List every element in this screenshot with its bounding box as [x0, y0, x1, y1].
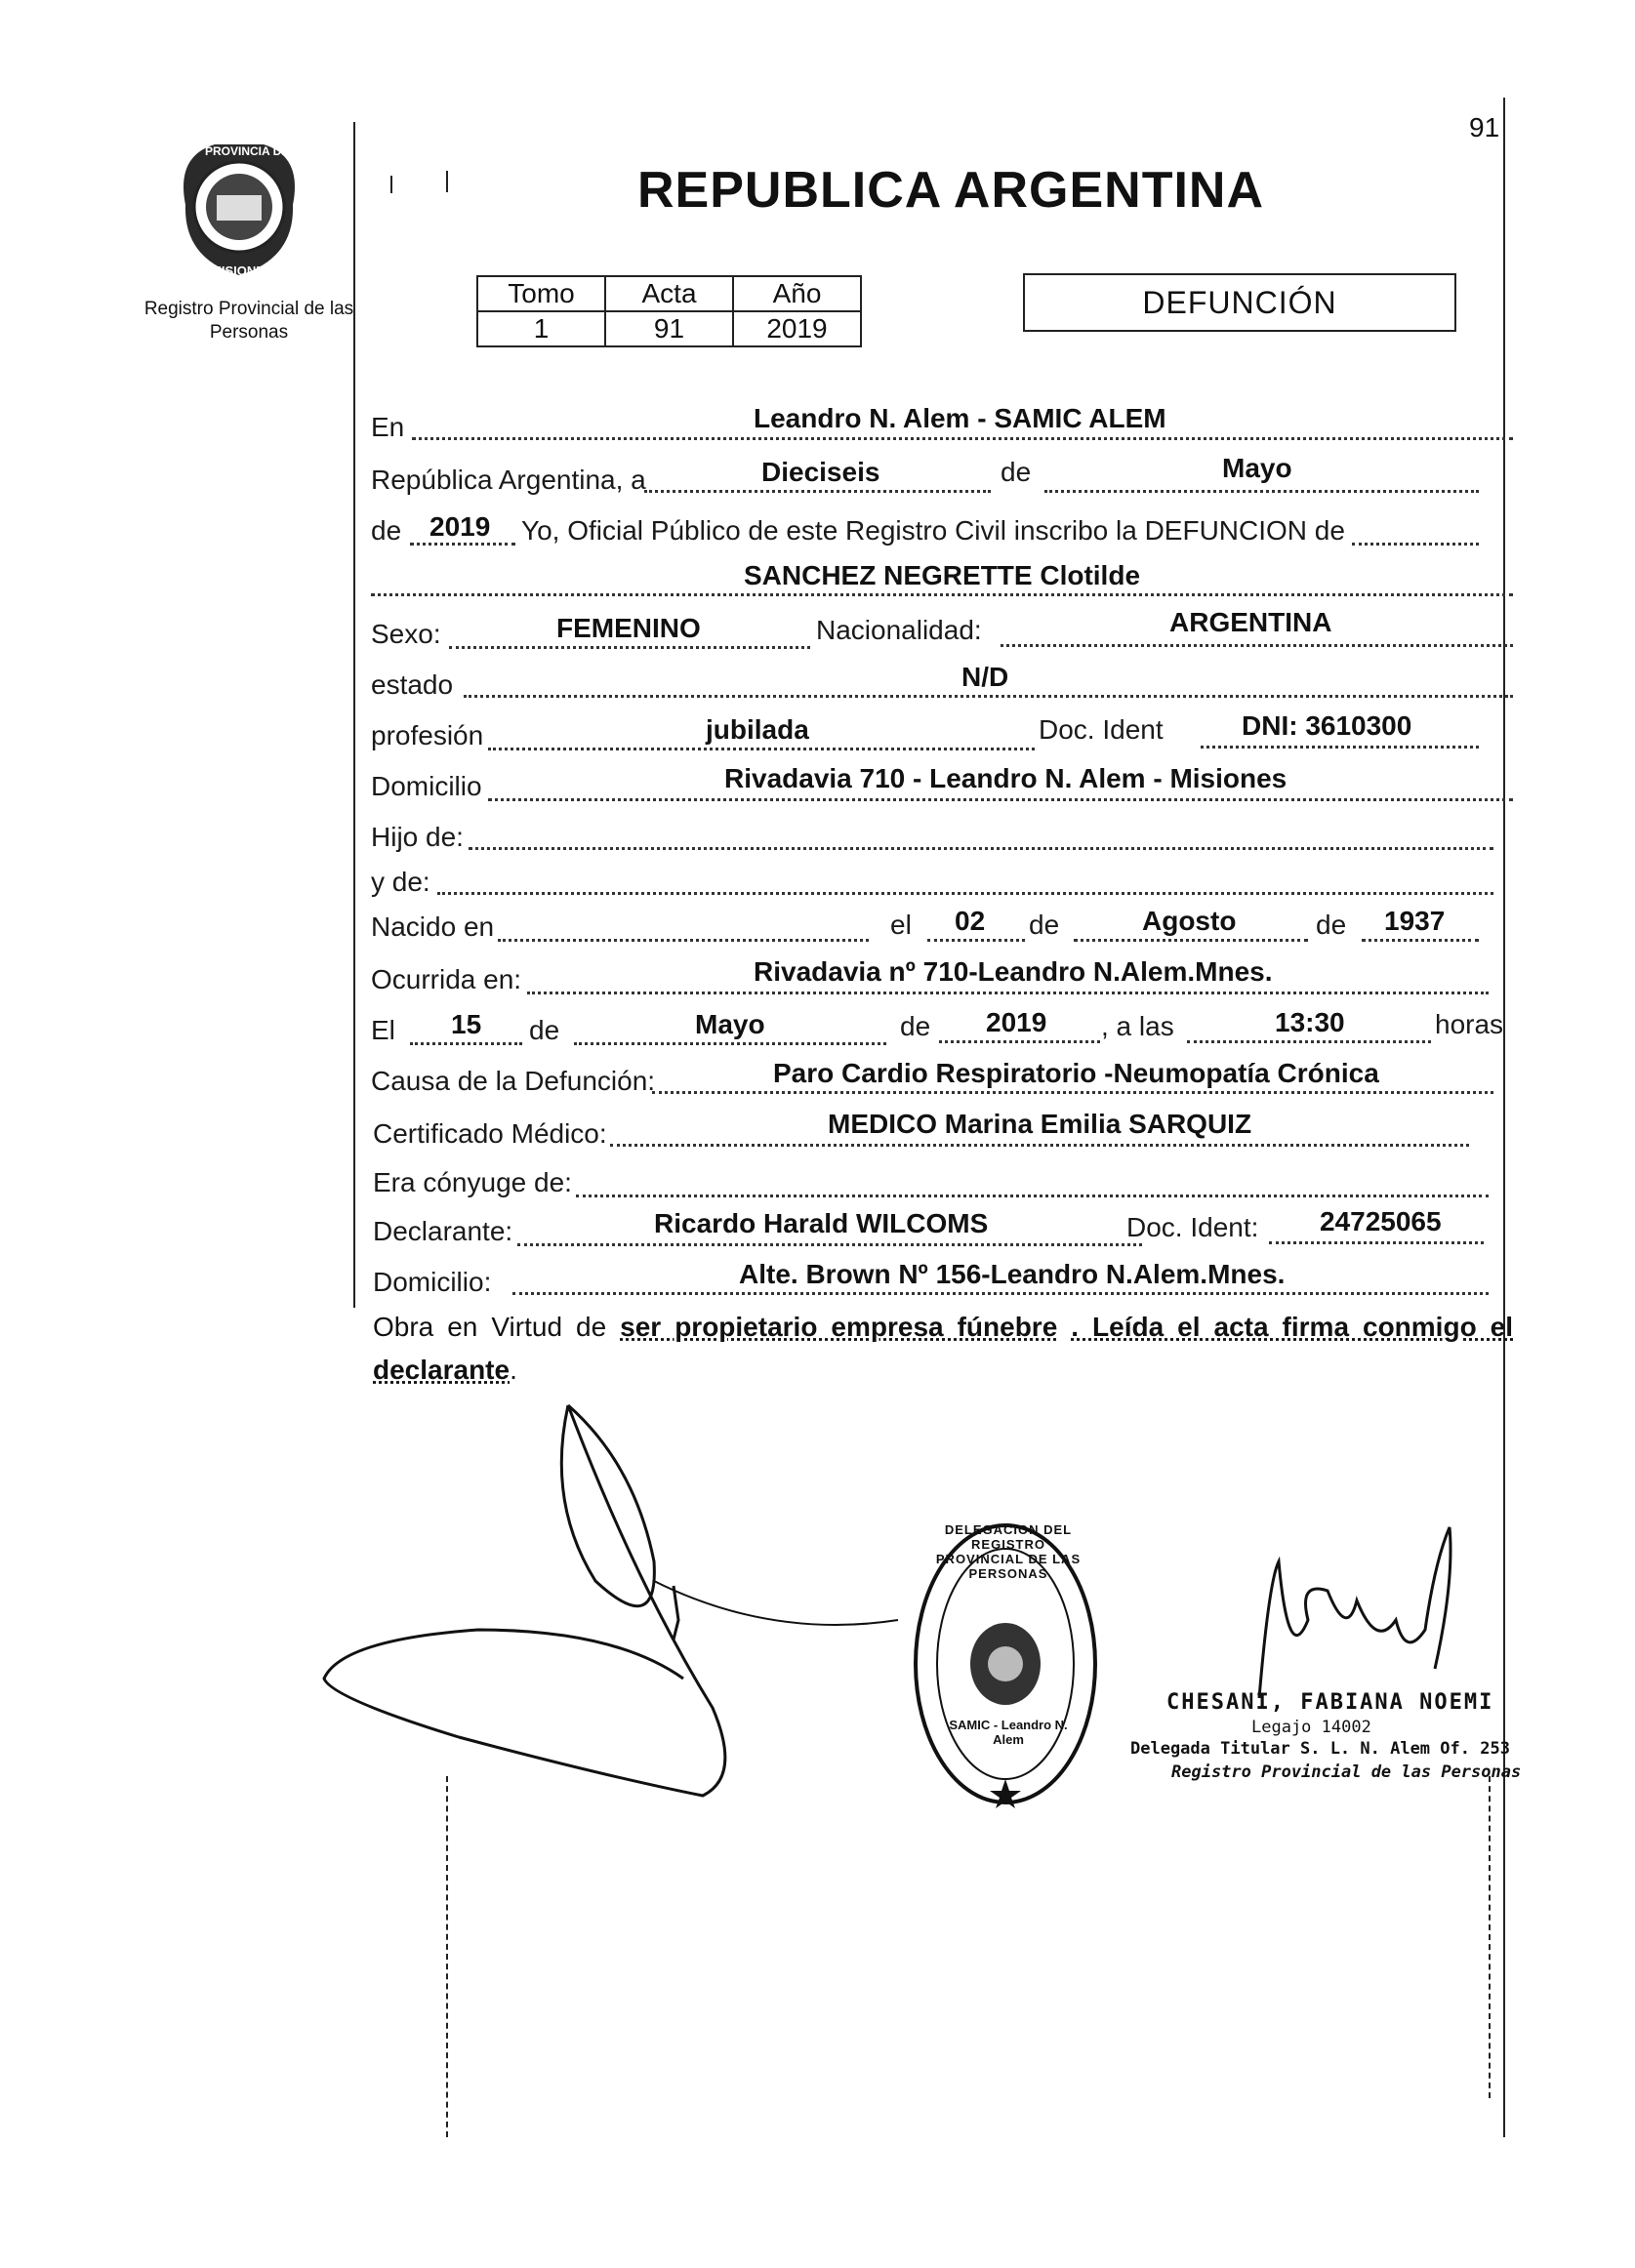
dotted-line [488, 748, 1035, 750]
record-type-box: DEFUNCIÓN [1023, 273, 1456, 332]
en-value: Leandro N. Alem - SAMIC ALEM [754, 403, 1166, 433]
def-de-label-2: de [900, 1011, 931, 1041]
dotted-line [488, 798, 1513, 801]
seal-text-top: PROVINCIA DE [205, 144, 290, 158]
page-title: REPUBLICA ARGENTINA [637, 162, 1265, 219]
de-label: de [1001, 457, 1032, 487]
tick-mark [446, 171, 448, 192]
def-de-label-1: de [529, 1015, 560, 1045]
nac-de-label-2: de [1316, 910, 1347, 940]
dotted-line [464, 695, 1513, 698]
declarante-doc: 24725065 [1320, 1206, 1442, 1236]
dia-texto: Dieciseis [761, 457, 880, 487]
cert-value: MEDICO Marina Emilia SARQUIZ [828, 1109, 1252, 1139]
dotted-line [1362, 939, 1479, 942]
stamp-outer-text: DELEGACION DEL REGISTRO PROVINCIAL DE LAS PERSONAS [935, 1522, 1082, 1581]
doc-value: DNI: 3610300 [1242, 710, 1412, 741]
official-name: CHESANI, FABIANA NOEMI [1166, 1690, 1494, 1715]
deceased-name: SANCHEZ NEGRETTE Clotilde [744, 560, 1141, 590]
dotted-line [576, 1195, 1489, 1197]
province-seal-icon [166, 137, 312, 283]
decl-doc-label: Doc. Ident: [1126, 1212, 1259, 1242]
dotted-line [610, 1144, 1469, 1147]
cert-label: Certificado Médico: [373, 1118, 607, 1149]
nacimiento-anio: 1937 [1384, 906, 1446, 936]
causa-label: Causa de la Defunción: [371, 1066, 656, 1096]
nacimiento-mes: Agosto [1142, 906, 1237, 936]
el-label: el [890, 910, 912, 940]
acta-value-anio: 2019 [733, 311, 861, 346]
declarante-domicilio: Alte. Brown Nº 156-Leandro N.Alem.Mnes. [739, 1259, 1286, 1289]
profesion-label: profesión [371, 720, 484, 750]
dotted-line [927, 939, 1025, 942]
dotted-line [652, 1091, 1493, 1094]
profesion-value: jubilada [706, 714, 809, 745]
dotted-line [1001, 644, 1513, 647]
acta-value-tomo: 1 [477, 311, 605, 346]
nacionalidad-label: Nacionalidad: [816, 615, 982, 645]
dotted-line [644, 490, 991, 493]
dotted-line [437, 892, 1493, 895]
dotted-line [1201, 746, 1479, 749]
official-legajo: Legajo 14002 [1251, 1718, 1371, 1737]
alas-label: , a las [1101, 1011, 1174, 1041]
obra-paragraph: Obra en Virtud de ser propietario empresa fúnebre . Leída el acta firma conmigo el declarante. [373, 1312, 1514, 1385]
dotted-line [939, 1040, 1100, 1043]
declarante-value: Ricardo Harald WILCOMS [654, 1208, 989, 1238]
estado-label: estado [371, 669, 454, 700]
acta-header-tomo: Tomo [477, 276, 605, 311]
causa-value: Paro Cardio Respiratorio -Neumopatía Crónica [773, 1058, 1379, 1088]
ocurrida-value: Rivadavia nº 710-Leandro N.Alem.Mnes. [754, 956, 1273, 987]
dotted-line [449, 646, 810, 649]
declarante-label: Declarante: [373, 1216, 513, 1246]
nacido-label: Nacido en [371, 911, 495, 942]
defuncion-dia: 15 [451, 1009, 482, 1039]
anio-value: 2019 [429, 511, 491, 542]
dotted-line [410, 1042, 522, 1045]
acta-header-anio: Año [733, 276, 861, 311]
sexo-value: FEMENINO [556, 613, 701, 643]
seal-text-bottom: MISIONES [211, 263, 273, 278]
dotted-line [1269, 1241, 1484, 1244]
yde-label: y de: [371, 867, 430, 897]
dotted-line [1074, 939, 1308, 942]
lower-right-line [1489, 1776, 1491, 2098]
page-number: 91 [1469, 112, 1500, 142]
obra-end: declarante [373, 1355, 511, 1385]
defuncion-mes: Mayo [695, 1009, 765, 1039]
dotted-line [527, 992, 1489, 994]
mes-value: Mayo [1222, 453, 1292, 483]
obra-suffix: . Leída el acta firma conmigo el [1071, 1312, 1514, 1342]
dotted-line [469, 847, 1493, 850]
dotted-line [1044, 490, 1479, 493]
domicilio-label: Domicilio [371, 771, 482, 801]
stamp-inner-text: SAMIC - Leandro N. Alem [949, 1718, 1068, 1747]
official-org: Registro Provincial de las Personas [1171, 1762, 1522, 1782]
logo-caption: Registro Provincial de las Personas [143, 299, 354, 343]
decl-dom-label: Domicilio: [373, 1267, 492, 1297]
dotted-line [512, 1292, 1489, 1295]
tick-mark [390, 176, 392, 193]
acta-header-acta: Acta [605, 276, 733, 311]
right-margin-line [1503, 98, 1505, 2137]
nacimiento-dia: 02 [955, 906, 986, 936]
defuncion-anio: 2019 [986, 1007, 1047, 1037]
lower-margin-line [446, 1776, 448, 2137]
official-signature [1240, 1522, 1464, 1718]
acta-value-acta: 91 [605, 311, 733, 346]
horas-label: horas [1435, 1009, 1504, 1039]
ocurrida-label: Ocurrida en: [371, 964, 522, 994]
dotted-line [412, 437, 1513, 440]
en-label: En [371, 412, 405, 442]
nacionalidad-value: ARGENTINA [1169, 607, 1332, 637]
dotted-line [1187, 1040, 1431, 1043]
acta-table [476, 275, 862, 347]
dotted-line [498, 939, 869, 942]
obra-value: ser propietario empresa fúnebre [620, 1312, 1058, 1342]
dotted-line [410, 543, 515, 546]
declarant-signature [312, 1386, 918, 1835]
nac-de-label-1: de [1029, 910, 1060, 940]
sexo-label: Sexo: [371, 619, 441, 649]
dotted-line [371, 593, 1513, 596]
republica-label: República Argentina, a [371, 465, 646, 495]
dotted-line [1352, 543, 1479, 546]
doc-label: Doc. Ident [1039, 714, 1164, 745]
inscribo-text: Yo, Oficial Público de este Registro Civil inscribo la DEFUNCION de [521, 515, 1345, 546]
estado-value: N/D [961, 662, 1009, 692]
dotted-line [517, 1243, 1142, 1246]
hijo-label: Hijo de: [371, 822, 464, 852]
official-role: Delegada Titular S. L. N. Alem Of. 253 [1130, 1739, 1510, 1759]
defuncion-hora: 13:30 [1275, 1007, 1345, 1037]
obra-prefix: Obra en Virtud de [373, 1312, 607, 1342]
dotted-line [574, 1042, 886, 1045]
domicilio-value: Rivadavia 710 - Leandro N. Alem - Misiones [724, 763, 1288, 793]
left-margin-line [353, 122, 355, 1308]
anio-de-label: de [371, 515, 402, 546]
el2-label: El [371, 1015, 395, 1045]
conyuge-label: Era cónyuge de: [373, 1167, 572, 1197]
